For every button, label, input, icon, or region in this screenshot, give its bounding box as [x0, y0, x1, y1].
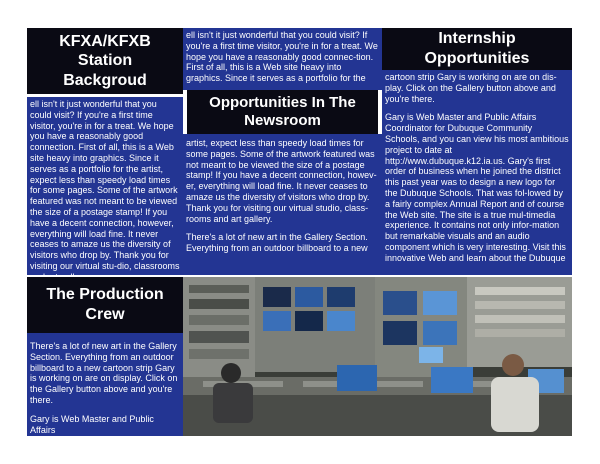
intro-paragraph: ell isn't it just wonderful that you could visit? If you're a first time visitor, you're in for a treat. We hope you have a reasonably good connec-tion. First of all, this is a Web site heavy into graphics. Since it serves as a portfolio for the [186, 30, 378, 84]
newsroom-paragraph-2: There's a lot of new art in the Gallery Section. Everything from an outdoor billboard to a new [186, 232, 368, 254]
production-crew-text [27, 333, 183, 436]
internship-paragraph-1: cartoon strip Gary is working on are on dis-play. Click on the Gallery button above and you're there. [385, 72, 557, 104]
newsroom-text [183, 134, 382, 275]
production-crew-heading: The Production Crew [27, 277, 183, 333]
station-paragraph: ell isn't it just wonderful that you could visit? If you're a first time visitor, you're in for a treat. We hope you have a reasonably good connection. First of all, this is a Web site heavy into graphics. Since it serves as a portfolio for the artist, expect less than speedy load times for some pages. Some of the artwork featured was not meant to be viewed the size of a postage stamp! If you have a decent connection, however, everything will load fine. It never ceases to amaze us the diversity of visitors who drop by. Thank you for visiting our virtual stu-dio, classrooms [30, 99, 180, 271]
newsroom-paragraph-1: artist, expect less than speedy load times for some pages. Some of the artwork featured was not meant to be viewed the size of a postage stamp! If you have a decent connection, howev-er, everything will load fine. It never ceases to amaze us the diversity of visitors who drop by. Thank you for visiting our virtual studio, class-rooms and art gallery. [186, 138, 377, 224]
internship-text [382, 70, 572, 275]
internship-heading: Internship Opportunities [382, 28, 572, 70]
newsroom-heading: Opportunities In The Newsroom [187, 90, 378, 134]
control-room-illustration [183, 277, 572, 436]
production-paragraph-1: There's a lot of new art in the Gallery Section. Everything from an outdoor billboard to a new cartoon strip Gary is working on are on display. Click on the Gallery button above and you're there. [30, 341, 178, 405]
station-background-heading: KFXA/KFXB Station Backgroud [27, 28, 183, 94]
internship-paragraph-2: Gary is Web Master and Public Affairs Coordinator for Dubuque Community Schools, and you can view his most ambitious project to date at http://www.dubuque.k12.ia.us. Gary's first order of business when he joined the district this past year was to design a new logo for the Dubuque Schools. That was fol-lowed by a fairly complex Annual Report and of course the Web site. The site is a true mul-timedia experience. It contains not only infor-mation but remarkable visuals and an audio component which is very interesting. Visit this innovative Web and learn about the Dubuque [385, 112, 569, 263]
intro-text [183, 28, 382, 90]
production-paragraph-2: Gary is Web Master and Public Affairs [30, 413, 154, 435]
station-background-text [27, 97, 183, 275]
control-room-photo [183, 277, 572, 436]
